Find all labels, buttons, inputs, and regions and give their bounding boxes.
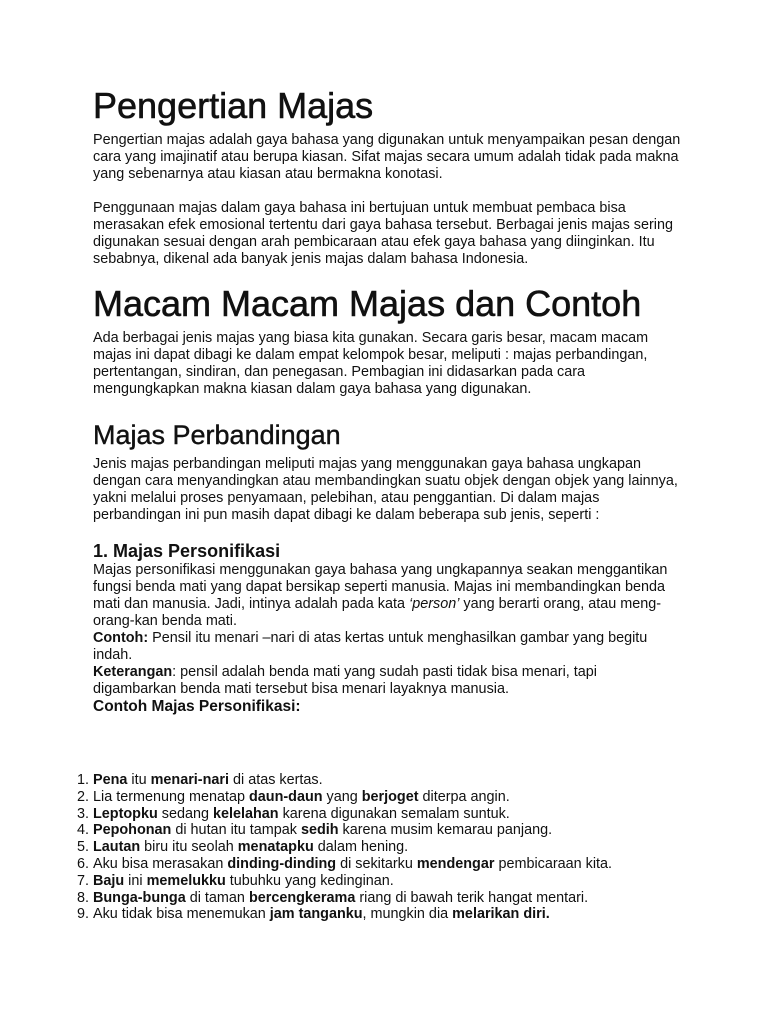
keterangan-label: Keterangan bbox=[93, 664, 173, 680]
example-number: 7. bbox=[76, 872, 89, 889]
example-bold-text: Pepohonan bbox=[93, 822, 172, 839]
example-item bbox=[76, 906, 713, 923]
example-text: diterpa angin. bbox=[418, 788, 510, 805]
example-text: di taman bbox=[185, 889, 249, 906]
example-bold-text: berjoget bbox=[361, 788, 419, 805]
example-bold-text: bercengkerama bbox=[248, 889, 356, 906]
example-bold-text: Pena bbox=[93, 772, 128, 788]
desc-text-before: Majas personifikasi menggunakan gaya bahasa yang ungkapannya seakan menggantikan fungsi benda mati yang dapat bersikap seperti manusia. Majas ini membandingkan benda mati dan manusia. Jadi, intinya adalah pada kata bbox=[93, 562, 668, 612]
contoh-label: Contoh: bbox=[93, 630, 149, 646]
example-text: Aku bisa merasakan bbox=[93, 855, 228, 872]
example-bold-text: dinding-dinding bbox=[227, 855, 337, 872]
example-text: riang di bawah terik hangat mentari. bbox=[355, 889, 589, 906]
example-number: 3. bbox=[76, 805, 89, 822]
example-bold-text: menatapku bbox=[237, 839, 314, 856]
example-number: 2. bbox=[76, 788, 89, 805]
example-text: Aku tidak bisa menemukan bbox=[93, 906, 270, 923]
example-bold-text: kelelahan bbox=[212, 805, 279, 822]
example-text: yang bbox=[322, 788, 362, 805]
heading-contoh-personifikasi: Contoh Majas Personifikasi: bbox=[93, 698, 301, 715]
example-text: di hutan itu tampak bbox=[171, 822, 301, 839]
example-text: di atas kertas. bbox=[229, 772, 323, 788]
heading-majas-perbandingan: Majas Perbandingan bbox=[93, 420, 341, 450]
example-item bbox=[76, 822, 713, 839]
example-bold-text: daun-daun bbox=[249, 788, 323, 805]
example-number: 1. bbox=[76, 772, 89, 788]
example-bold-text: mendengar bbox=[416, 855, 495, 872]
paragraph-contoh bbox=[93, 630, 683, 664]
example-item bbox=[76, 872, 713, 890]
examples-list bbox=[76, 772, 713, 923]
example-bold-text: Lautan bbox=[93, 839, 141, 856]
example-text: sedang bbox=[157, 805, 213, 822]
desc-text-italic: ‘person’ bbox=[409, 596, 460, 612]
example-bold-text: sedih bbox=[300, 822, 339, 839]
paragraph-personifikasi-desc bbox=[93, 562, 683, 630]
example-text: pembicaraan kita. bbox=[494, 855, 613, 872]
desc-text-after: yang berarti orang, atau meng-orang-kan benda mati. bbox=[93, 596, 661, 629]
example-text: karena musim kemarau panjang. bbox=[338, 822, 553, 839]
example-number: 9. bbox=[76, 906, 89, 923]
paragraph-pengertian-2: Penggunaan majas dalam gaya bahasa ini bertujuan untuk membuat pembaca bisa merasakan efek emosional tertentu dari gaya bahasa tersebut. Berbagai jenis majas sering digunakan sesuai dengan arah pembicaraan atau efek gaya bahasa yang diinginkan. Itu sebabnya, dikenal ada banyak jenis majas dalam bahasa Indonesia. bbox=[93, 200, 673, 267]
example-bold-text: melarikan diri. bbox=[452, 906, 550, 923]
example-text: biru itu seolah bbox=[140, 839, 238, 856]
example-text: tubuhku yang kedinginan. bbox=[225, 872, 394, 889]
example-bold-text: jam tanganku bbox=[269, 906, 363, 923]
example-number: 5. bbox=[76, 839, 89, 856]
example-text: dalam hening. bbox=[313, 839, 409, 856]
heading-macam-majas: Macam Macam Majas dan Contoh bbox=[93, 283, 642, 324]
paragraph-pengertian-1: Pengertian majas adalah gaya bahasa yang digunakan untuk menyampaikan pesan dengan cara yang imajinatif atau berupa kiasan. Sifat majas secara umum adalah tidak pada makna yang sebenarnya atau kiasan atau bermakna konotasi. bbox=[93, 132, 681, 182]
paragraph-macam-majas: Ada berbagai jenis majas yang biasa kita gunakan. Secara garis besar, macam macam majas ini dapat dibagi ke dalam empat kelompok besar, meliputi : majas perbandingan, pertentangan, sindiran, dan penegasan. Pembagian ini didasarkan pada cara mengungkapkan makna kiasan dalam gaya bahasa yang digunakan. bbox=[93, 330, 649, 397]
paragraph-majas-perbandingan: Jenis majas perbandingan meliputi majas yang menggunakan gaya bahasa ungkapan dengan cara menyandingkan atau membandingkan suatu objek dengan objek yang lainnya, yakni melalui proses penyamaan, pelebihan, atau penggantian. Di dalam majas perbandingan ini pun masih dapat dibagi ke dalam beberapa sub jenis, seperti : bbox=[93, 456, 678, 523]
example-bold-text: Baju bbox=[93, 872, 125, 889]
example-text: karena digunakan semalam suntuk. bbox=[278, 805, 510, 822]
example-item bbox=[76, 805, 713, 823]
heading-pengertian-majas: Pengertian Majas bbox=[93, 85, 374, 126]
example-number: 4. bbox=[76, 822, 89, 839]
example-item bbox=[76, 889, 713, 907]
example-text: ini bbox=[124, 872, 147, 889]
example-text: Lia termenung menatap bbox=[93, 788, 249, 805]
example-bold-text: Bunga-bunga bbox=[93, 889, 186, 906]
example-bold-text: Leptopku bbox=[93, 805, 158, 822]
example-text: , mungkin dia bbox=[362, 906, 453, 923]
document-content bbox=[93, 84, 683, 716]
example-number: 8. bbox=[76, 889, 89, 906]
example-bold-text: memelukku bbox=[146, 872, 226, 889]
example-text: itu bbox=[127, 772, 151, 788]
heading-majas-personifikasi: 1. Majas Personifikasi bbox=[93, 541, 281, 561]
keterangan-text: : pensil adalah benda mati yang sudah pasti tidak bisa menari, tapi digambarkan benda mati tersebut bisa menari layaknya manusia. bbox=[93, 664, 597, 697]
example-item bbox=[76, 772, 713, 789]
example-item bbox=[76, 855, 713, 873]
contoh-text: Pensil itu menari –nari di atas kertas untuk menghasilkan gambar yang begitu indah. bbox=[93, 630, 648, 663]
example-bold-text: menari-nari bbox=[150, 772, 229, 788]
example-item bbox=[76, 839, 713, 856]
example-number: 6. bbox=[76, 855, 89, 872]
example-item bbox=[76, 788, 713, 806]
example-text: di sekitarku bbox=[336, 855, 417, 872]
paragraph-keterangan bbox=[93, 664, 683, 698]
